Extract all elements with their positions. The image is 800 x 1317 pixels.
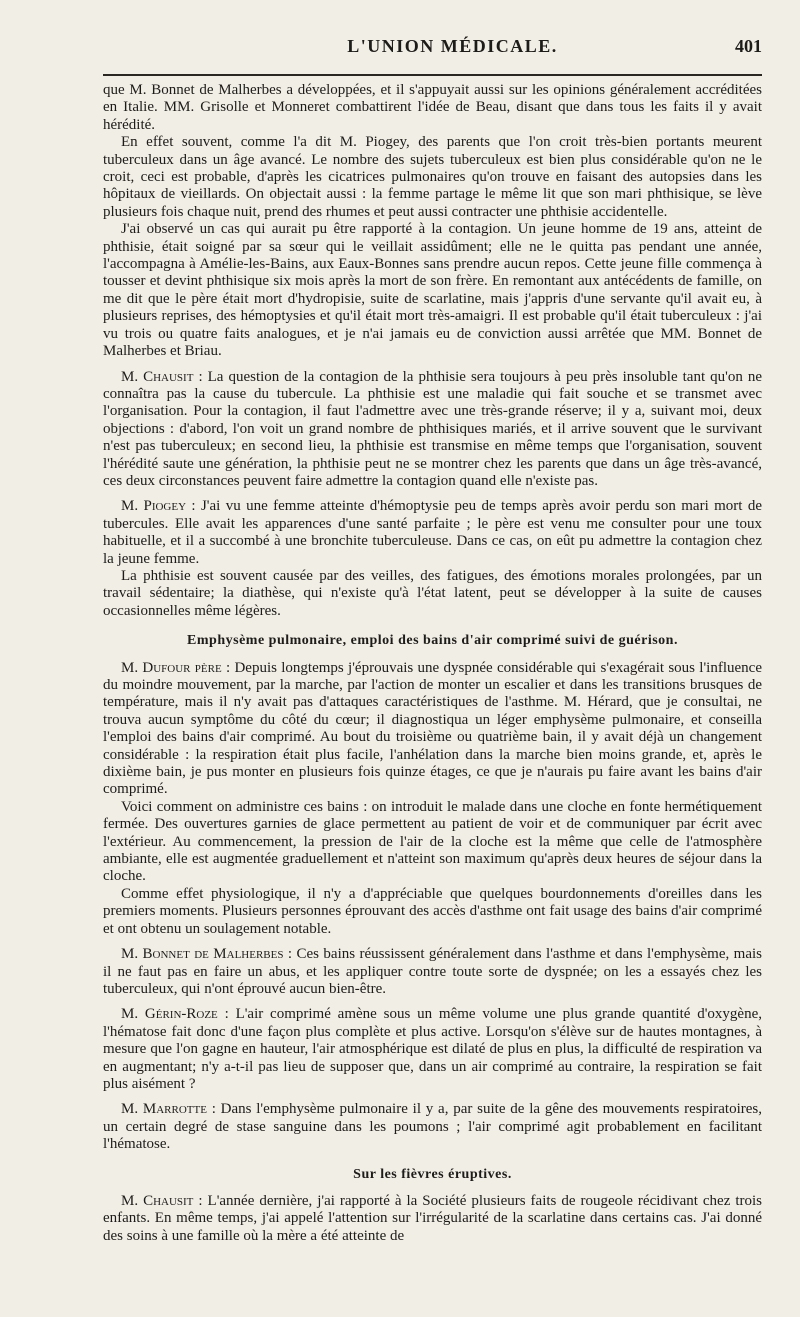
paragraph-text: que M. Bonnet de Malherbes a développées, et il s'appuyait aussi sur les opinions généralement accréditées en Italie. MM. Grisolle et Monneret combattirent l'idée de Beau, disant que dans tous les faits il y avait hérédité. [103,82,762,133]
paragraph-text: En effet souvent, comme l'a dit M. Piogey, des parents que l'on croit très-bien portants meurent tuberculeux dans un âge avancé. Le nombre des sujets tuberculeux est bien plus considérable qu'on ne le croit, ceci est probable, d'après les cicatrices pulmonaires qu'on trouve en faisant des autopsies dans les hôpitaux de vieillards. On objectait aussi : la femme partage le même lit que son mari phthisique, se lève plusieurs fois chaque nuit, prend des rhumes et peut aussi contracter une phthisie accidentelle. [103,134,762,220]
paragraph [103,369,762,491]
paragraph-text: La phthisie est souvent causée par des veilles, des fatigues, des émotions morales prolongées, par un travail sédentaire; la diathèse, qui n'existe qu'à l'état latent, peut se développer à la suite de causes occasionnelles même légères. [103,567,762,619]
speaker-name: M. Gérin-Roze : [121,1006,236,1023]
paragraph-text: Ces bains réussissent généralement dans l'asthme et dans l'emphysème, mais il ne faut pas en faire un abus, et les appliquer contre toute sorte de dyspnée; on les a essayés chez les tuberculeux, qui n'ont éprouvé aucun bien-être. [103,946,762,997]
paragraph [103,660,762,799]
paragraph-text: J'ai vu une femme atteinte d'hémoptysie peu de temps après avoir perdu son mari mort de tubercules. Elle avait les apparences d'une santé parfaite ; le père est venu me consulter pour une toux habituelle, et il a succombé à une bronchite tuberculeuse. Dans ce cas, on eût pu admettre la contagion chez la jeune femme. [103,498,762,567]
paragraph [103,886,762,938]
article-body [103,82,762,1245]
paragraph [103,1193,762,1245]
speaker-name: M. Chausit : [121,1192,208,1209]
speaker-name: M. Marrotte : [121,1101,221,1118]
paragraph-text: Depuis longtemps j'éprouvais une dyspnée considérable qui s'exagérait sous l'influence du moindre mouvement, par la marche, par l'action de monter un escalier et dans les transitions brusques de température, mais il n'y avait pas d'attaques caractéristiques de l'asthme. M. Hérard, que je consultai, ne trouva aucun symptôme du côté du cœur; il diagnostiqua un léger emphysème pulmonaire, et conseilla l'emploi des bains d'air comprimé. Au bout du troisième ou quatrième bain, il y avait déjà un changement considérable : la respiration était plus facile, l'anhélation dans la marche bien moins grande, et, après le dixième bain, je pus monter en plusieurs fois quinze étages, ce que je n'aurais pu faire avant les bains d'air comprimé. [103,659,762,798]
paragraph [103,799,762,886]
speaker-name: M. Bonnet de Malherbes : [121,946,297,963]
paragraph [103,498,762,568]
paragraph [103,568,762,620]
speaker-name: M. Piogey : [121,498,201,515]
section-title-fievres: Sur les fièvres éruptives. [353,1166,512,1182]
paragraph-text: J'ai observé un cas qui aurait pu être rapporté à la contagion. Un jeune homme de 19 ans, atteint de phthisie, était soigné par sa sœur qui le veillait assidûment; elle ne le quitta pas pendant une année, l'accompagna à Amélie-les-Bains, aux Eaux-Bonnes sans prendre aucun repos. Cette jeune fille commença à tousser et devint phthisique six mois après la mort de son frère. En remontant aux antécédents de famille, on me dit que le père était mort d'hydropisie, suite de scarlatine, mais j'appris d'une servante qu'il avait eu, à plusieurs reprises, des hémoptysies et qu'il était mort très-amaigri. Il est probable qu'il était tuberculeux : j'ai vu trois ou quatre faits analogues, et je n'ai jamais eu de conviction aussi arrêtée que MM. Bonnet de Malherbes et Briau. [103,221,762,360]
paragraph-text: L'air comprimé amène sous un même volume une plus grande quantité d'oxygène, l'hématose fait donc d'une façon plus complète et plus active. Lorsqu'on s'élève sur de hautes montagnes, à mesure que l'on gagne en hauteur, l'air atmosphérique est dilaté de plus en plus, la difficulté de respiration va en augmentant; n'y a-t-il pas lieu de supposer que, dans un air comprimé au contraire, la respiration se fait plus aisément ? [103,1006,762,1092]
paragraph [103,221,762,360]
paragraph [103,82,762,134]
paragraph [103,946,762,998]
paragraph-block-3 [103,1193,762,1245]
running-title: L'UNION MÉDICALE. [347,36,558,56]
paragraph [103,134,762,221]
paragraph [103,1006,762,1093]
paragraph-block-1 [103,82,762,620]
paragraph-text: Comme effet physiologique, il n'y a d'appréciable que quelques bourdonnements d'oreilles dans les premiers moments. Plusieurs personnes éprouvant des accès d'asthme ont fait usage des bains d'air comprimé et ont obtenu un soulagement notable. [103,885,762,937]
page-header [103,0,762,60]
speaker-name: M. Chausit : [121,368,208,385]
paragraph-text: La question de la contagion de la phthisie sera toujours à peu près insoluble tant qu'on ne connaîtra pas la cause du tubercule. La phthisie est une maladie qui fait souche et se transmet avec l'organisation. Pour la contagion, il faut l'admettre avec une très-grande réserve; il y a, suivant moi, deux objections : d'abord, l'on voit un grand nombre de phthisiques mariés, et il arrive souvent que le survivant n'est pas tuberculeux; en second lieu, la phthisie est transmise en même temps que l'organisation, souvent l'hérédité saute une génération, la phthisie peut ne se montrer chez les parents que dans un âge très-avancé, ces deux circonstances peuvent faire admettre la contagion quand elle n'existe pas. [103,368,762,489]
speaker-name: M. Dufour père : [121,659,235,676]
section-title-emphyseme: Emphysème pulmonaire, emploi des bains d'air comprimé suivi de guérison. [187,633,678,649]
paragraph-text: L'année dernière, j'ai rapporté à la Société plusieurs faits de rougeole récidivant chez trois enfants. En même temps, j'ai appelé l'attention sur l'irrégularité de la scarlatine dans certains cas. J'ai donné des soins à une famille où la mère a été atteinte de [103,1192,762,1244]
paragraph-text: Voici comment on administre ces bains : on introduit le malade dans une cloche en fonte hermétiquement fermée. Des ouvertures garnies de glace permettent au patient de voir et de communiquer par écrit avec l'extérieur. Au commencement, la pression de l'air de la cloche est la même que celle de l'atmosphère ambiante, elle est augmentée graduellement et n'atteint son maximum qu'après deux heures de séjour dans la cloche. [103,798,762,885]
paragraph-block-2 [103,660,762,1154]
header-rule [103,74,762,76]
page-number: 401 [735,36,762,56]
paragraph-text: Dans l'emphysème pulmonaire il y a, par suite de la gêne des mouvements respiratoires, un certain degré de stase sanguine dans les poumons ; l'air comprimé agit probablement en facilitant l'hématose. [103,1101,763,1153]
paragraph [103,1101,762,1153]
